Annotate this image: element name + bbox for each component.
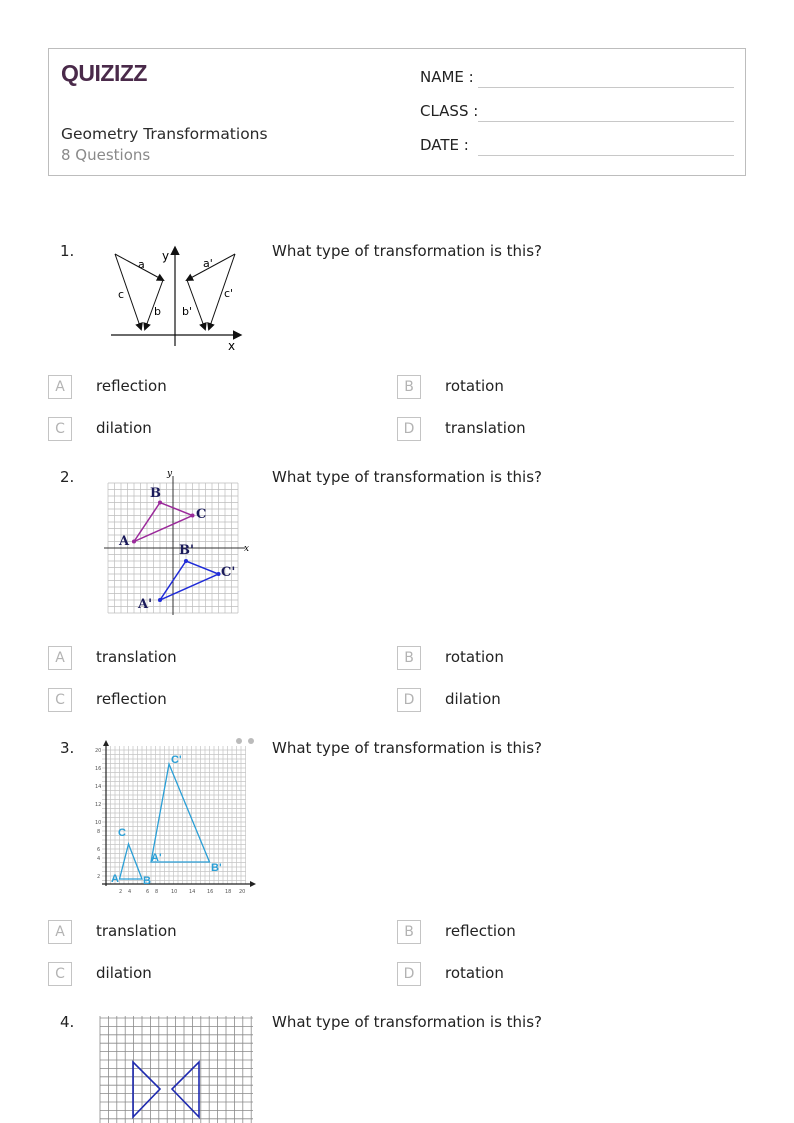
triangle-image — [172, 1062, 199, 1117]
question-3-figure — [94, 736, 258, 898]
svg-text:8: 8 — [155, 889, 159, 895]
date-line[interactable] — [478, 155, 734, 156]
svg-text:16: 16 — [95, 766, 102, 772]
q2-option-b-box[interactable]: B — [397, 646, 421, 670]
svg-text:B': B' — [179, 543, 194, 558]
svg-text:b': b' — [182, 305, 193, 318]
question-1-figure — [105, 242, 245, 354]
q2-option-d-box[interactable]: D — [397, 688, 421, 712]
svg-text:8: 8 — [97, 829, 101, 835]
question-1-number: 1. — [60, 242, 75, 260]
svg-text:4: 4 — [128, 889, 132, 895]
question-3-number: 3. — [60, 739, 75, 757]
q2-option-c-box[interactable]: C — [48, 688, 72, 712]
class-field[interactable] — [420, 102, 734, 126]
q1-option-b-box[interactable]: B — [397, 375, 421, 399]
svg-text:C': C' — [221, 565, 236, 580]
name-line[interactable] — [478, 87, 734, 88]
q2-option-b-label[interactable]: rotation — [445, 648, 504, 666]
q3-option-a-box[interactable]: A — [48, 920, 72, 944]
svg-text:2: 2 — [119, 889, 123, 895]
svg-text:c': c' — [224, 287, 234, 300]
svg-text:10: 10 — [171, 889, 178, 895]
svg-text:20: 20 — [239, 889, 246, 895]
q2-option-d-label[interactable]: dilation — [445, 690, 501, 708]
svg-text:B: B — [143, 875, 151, 887]
q1-option-c-label[interactable]: dilation — [96, 419, 152, 437]
name-label: NAME : — [420, 68, 474, 86]
svg-text:C: C — [196, 507, 207, 522]
svg-text:b: b — [154, 305, 161, 318]
svg-text:x: x — [228, 339, 236, 353]
svg-text:A: A — [111, 873, 119, 885]
question-1-text: What type of transformation is this? — [272, 242, 542, 260]
svg-text:QUIZIZZ: QUIZIZZ — [61, 60, 147, 86]
q3-option-b-label[interactable]: reflection — [445, 922, 516, 940]
svg-text:y: y — [162, 249, 170, 263]
svg-text:16: 16 — [207, 889, 214, 895]
q3-option-c-box[interactable]: C — [48, 962, 72, 986]
question-4-figure — [98, 1016, 256, 1123]
q3-option-b-box[interactable]: B — [397, 920, 421, 944]
q1-option-d-label[interactable]: translation — [445, 419, 526, 437]
svg-text:18: 18 — [225, 889, 232, 895]
svg-text:4: 4 — [97, 856, 101, 862]
question-4-text: What type of transformation is this? — [272, 1013, 542, 1031]
question-4-number: 4. — [60, 1013, 75, 1031]
q1-option-a-box[interactable]: A — [48, 375, 72, 399]
svg-text:x: x — [244, 544, 250, 554]
q1-option-b-label[interactable]: rotation — [445, 377, 504, 395]
svg-text:a': a' — [203, 257, 213, 270]
q1-option-d-box[interactable]: D — [397, 417, 421, 441]
svg-text:C: C — [118, 827, 126, 839]
worksheet-header — [48, 48, 746, 176]
svg-text:10: 10 — [95, 820, 102, 826]
svg-text:B: B — [150, 486, 161, 501]
question-2-figure — [100, 466, 252, 618]
date-field[interactable] — [420, 136, 734, 160]
svg-text:2: 2 — [97, 874, 101, 880]
q2-option-c-label[interactable]: reflection — [96, 690, 167, 708]
class-label: CLASS : — [420, 102, 479, 120]
svg-text:14: 14 — [95, 784, 102, 790]
svg-text:C': C' — [171, 754, 182, 766]
svg-text:a: a — [138, 258, 145, 271]
name-field[interactable] — [420, 68, 734, 92]
svg-text:14: 14 — [189, 889, 196, 895]
svg-text:A': A' — [151, 852, 162, 864]
date-label: DATE : — [420, 136, 469, 154]
question-3-text: What type of transformation is this? — [272, 739, 542, 757]
svg-text:6: 6 — [97, 847, 101, 853]
svg-text:y: y — [167, 469, 173, 479]
svg-text:20: 20 — [95, 748, 102, 754]
worksheet-title: Geometry Transformations — [61, 125, 268, 143]
q3-option-a-label[interactable]: translation — [96, 922, 177, 940]
svg-text:A': A' — [138, 597, 153, 612]
question-2-number: 2. — [60, 468, 75, 486]
q1-option-a-label[interactable]: reflection — [96, 377, 167, 395]
q3-option-d-box[interactable]: D — [397, 962, 421, 986]
quizizz-logo — [61, 59, 153, 87]
svg-text:6: 6 — [146, 889, 150, 895]
question-count: 8 Questions — [61, 146, 151, 164]
question-2-text: What type of transformation is this? — [272, 468, 542, 486]
svg-text:A: A — [119, 534, 130, 549]
svg-text:c: c — [118, 288, 125, 301]
svg-text:12: 12 — [95, 802, 102, 808]
triangle-original — [133, 1062, 160, 1117]
q3-option-c-label[interactable]: dilation — [96, 964, 152, 982]
q1-option-c-box[interactable]: C — [48, 417, 72, 441]
q3-option-d-label[interactable]: rotation — [445, 964, 504, 982]
q2-option-a-box[interactable]: A — [48, 646, 72, 670]
class-line[interactable] — [478, 121, 734, 122]
q2-option-a-label[interactable]: translation — [96, 648, 177, 666]
svg-text:B': B' — [211, 862, 222, 874]
